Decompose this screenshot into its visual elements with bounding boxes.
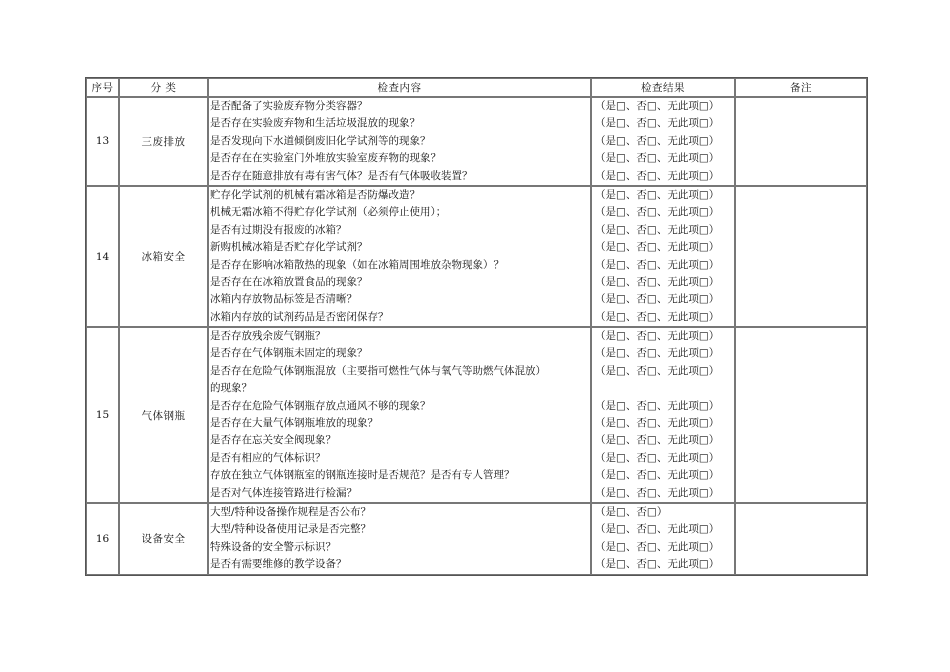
check-result-options[interactable]: （是□、否□、无此项□） [595,558,720,571]
check-result-options[interactable]: （是□、否□、无此项□） [595,486,720,499]
check-result-cell [591,327,735,503]
row-category: 三废排放 [119,97,208,186]
check-item-text: 是否有相应的气体标识？ [210,451,326,464]
check-result-options[interactable]: （是□、否□、无此项□） [595,206,720,219]
table-header-row [86,78,867,97]
check-result-options[interactable]: （是□、否□、无此项□） [595,134,720,147]
check-result-options[interactable]: （是□、否□） [595,505,668,518]
check-item-text: 的现象？ [210,382,252,395]
check-item-text: 大型/特种设备使用记录是否完整？ [210,523,372,536]
check-item-text: 是否存在危险气体钢瓶混放（主要指可燃性气体与氧气等助燃气体混放） [210,364,546,377]
check-result-cell [591,186,735,327]
check-item-text: 是否存放残余废气钢瓶？ [210,330,326,343]
check-item-text: 新购机械冰箱是否贮存化学试剂？ [210,241,368,254]
check-item-text: 贮存化学试剂的机械有霜冰箱是否防爆改造？ [210,188,420,201]
check-result-options[interactable]: （是□、否□、无此项□） [595,117,720,130]
check-result-options[interactable]: （是□、否□、无此项□） [595,469,720,482]
note-cell[interactable] [735,186,867,327]
check-result-options[interactable]: （是□、否□、无此项□） [595,310,720,323]
check-item-text: 是否存在在冰箱放置食品的现象？ [210,275,368,288]
check-result-options[interactable]: （是□、否□、无此项□） [595,258,720,271]
header-category: 分 类 [119,78,208,97]
check-item-text: 冰箱内存放物品标签是否清晰？ [210,293,357,306]
check-content-cell [208,97,591,186]
check-item-text: 存放在独立气体钢瓶室的钢瓶连接时是否规范？是否有专人管理？ [210,469,515,482]
header-content: 检查内容 [208,78,591,97]
check-result-options[interactable]: （是□、否□、无此项□） [595,399,720,412]
row-category: 设备安全 [119,503,208,575]
check-item-text: 是否存在随意排放有毒有害气体？是否有气体吸收装置？ [210,169,473,182]
header-no: 序号 [86,78,119,97]
check-result-options[interactable]: （是□、否□、无此项□） [595,100,720,112]
row-number: 16 [86,503,119,575]
header-result: 检查结果 [591,78,735,97]
check-item-text: 是否有需要维修的教学设备？ [210,558,347,571]
check-result-options[interactable]: （是□、否□、无此项□） [595,152,720,165]
table-row [86,97,867,186]
check-item-text: 是否存在忘关安全阀现象？ [210,434,336,447]
check-content-cell [208,186,591,327]
check-result-options[interactable]: （是□、否□、无此项□） [595,188,720,201]
row-category: 气体钢瓶 [119,327,208,503]
table-body [86,97,867,575]
check-item-text: 大型/特种设备操作规程是否公布？ [210,505,372,518]
check-result-cell [591,97,735,186]
row-category: 冰箱安全 [119,186,208,327]
note-cell[interactable] [735,503,867,575]
check-item-text: 是否存在气体钢瓶未固定的现象？ [210,347,368,360]
check-item-text: 是否存在实验废弃物和生活垃圾混放的现象？ [210,117,420,130]
check-result-options[interactable]: （是□、否□、无此项□） [595,330,720,343]
check-result-options[interactable]: （是□、否□、无此项□） [595,434,720,447]
table-row [86,327,867,503]
check-item-text: 是否存在在实验室门外堆放实验室废弃物的现象？ [210,152,441,165]
check-item-text: 是否存在大量气体钢瓶堆放的现象？ [210,417,378,430]
check-result-options[interactable] [592,380,734,397]
check-result-options[interactable]: （是□、否□、无此项□） [595,451,720,464]
table-row [86,186,867,327]
check-result-options[interactable]: （是□、否□、无此项□） [595,417,720,430]
check-result-options[interactable]: （是□、否□、无此项□） [595,241,720,254]
row-number: 15 [86,327,119,503]
check-result-options[interactable]: （是□、否□、无此项□） [595,347,720,360]
check-item-text: 是否存在危险气体钢瓶存放点通风不够的现象？ [210,399,431,412]
note-cell[interactable] [735,327,867,503]
check-result-cell [591,503,735,575]
check-item-text: 是否对气体连接管路进行检漏？ [210,486,357,499]
header-note: 备注 [735,78,867,97]
check-item-text: 特殊设备的安全警示标识？ [210,540,336,553]
table-row [86,503,867,575]
safety-checklist-table [85,77,868,576]
check-content-cell [208,503,591,575]
check-item-text: 是否有过期没有报废的冰箱？ [210,223,347,236]
row-number: 13 [86,97,119,186]
check-result-options[interactable]: （是□、否□、无此项□） [595,275,720,288]
check-item-text: 冰箱内存放的试剂药品是否密闭保存？ [210,310,389,323]
check-result-options[interactable]: （是□、否□、无此项□） [595,169,720,182]
check-item-text: 是否发现向下水道倾倒废旧化学试剂等的现象？ [210,134,431,147]
row-number: 14 [86,186,119,327]
check-result-options[interactable]: （是□、否□、无此项□） [595,540,720,553]
check-content-cell [208,327,591,503]
check-result-options[interactable]: （是□、否□、无此项□） [595,293,720,306]
check-result-options[interactable]: （是□、否□、无此项□） [595,523,720,536]
check-result-options[interactable]: （是□、否□、无此项□） [595,364,720,377]
check-item-text: 是否存在影响冰箱散热的现象（如在冰箱周围堆放杂物现象）？ [210,258,504,271]
check-item-text: 机械无霜冰箱不得贮存化学试剂（必须停止使用）； [210,206,447,219]
note-cell[interactable] [735,97,867,186]
check-result-options[interactable]: （是□、否□、无此项□） [595,223,720,236]
check-item-text: 是否配备了实验废弃物分类容器？ [210,100,368,112]
